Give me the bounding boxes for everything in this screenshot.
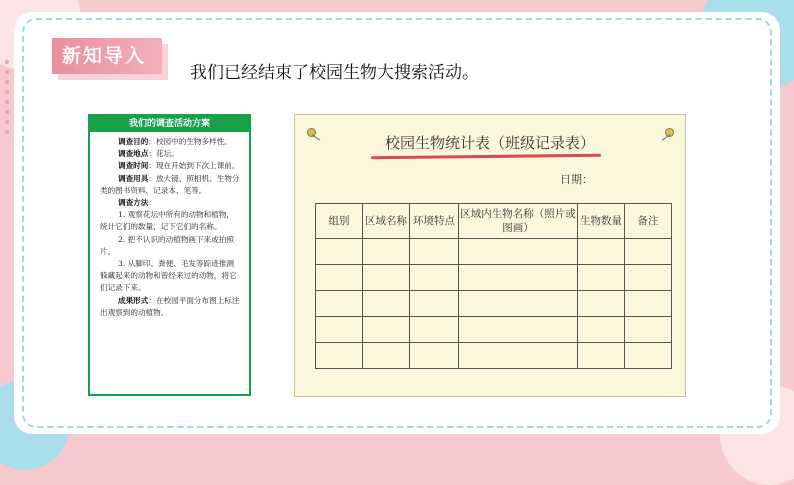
plan-key-place: 调查地点: [118, 149, 149, 159]
plan-text-time: ：现在开始到下次上课前。: [148, 161, 240, 171]
plan-title: 我们的调查活动方案: [90, 116, 249, 132]
plan-text-place: ：花坛。: [148, 149, 179, 159]
sheet-title: 校园生物统计表（班级记录表）: [384, 134, 595, 152]
plan-key-method: 调查方法: [118, 198, 149, 208]
table-row: [316, 291, 672, 317]
record-table: [315, 203, 672, 369]
section-badge: 新知导入: [52, 38, 162, 74]
plan-body: [90, 132, 249, 319]
table-row: [316, 343, 672, 369]
date-label: 日期：: [560, 173, 593, 186]
plan-text-tools: ：放大镜、照相机、生物分类的图书资料、记录本、笔等。: [100, 173, 240, 195]
title-underline: [371, 154, 601, 159]
decorative-dots: [2, 60, 12, 140]
plan-key-time: 调查时间: [118, 161, 149, 171]
plan-key-purpose: 调查目的: [118, 137, 149, 146]
header-environment: 环境特点: [410, 204, 459, 239]
intro-text: 我们已经结束了校园生物大搜索活动。: [190, 63, 479, 83]
plan-text-method: ：: [148, 198, 156, 208]
table-row: [316, 265, 672, 291]
plan-method-3: 3. 从脚印、粪便、毛发等踪迹推测躲藏起来的动物和曾经来过的动物，将它们记录下来。: [100, 259, 237, 293]
header-notes: 备注: [625, 204, 672, 239]
header-group: 组别: [316, 204, 363, 239]
table-header-row: [316, 204, 672, 239]
plan-method-2: 2. 把不认识的动植物画下来或拍照片。: [100, 234, 234, 256]
record-sheet: [294, 114, 686, 397]
table-row: [316, 239, 672, 265]
header-area-name: 区域名称: [363, 204, 410, 239]
activity-plan-panel: [88, 114, 251, 396]
header-organisms: 区域内生物名称（照片或图画）: [459, 204, 578, 239]
table-row: [316, 317, 672, 343]
plan-text-purpose: ：校园中的生物多样性。: [148, 137, 232, 146]
plan-method-1: 1. 观察花坛中所有的动物和植物，统计它们的数量，记下它们的名称。: [100, 210, 234, 232]
plan-key-tools: 调查用具: [118, 173, 149, 183]
plan-key-result: 成果形式: [118, 295, 149, 305]
header-count: 生物数量: [578, 204, 625, 239]
plan-text-result: ：在校园平面分布图上标注出观察到的动植物。: [100, 295, 240, 317]
